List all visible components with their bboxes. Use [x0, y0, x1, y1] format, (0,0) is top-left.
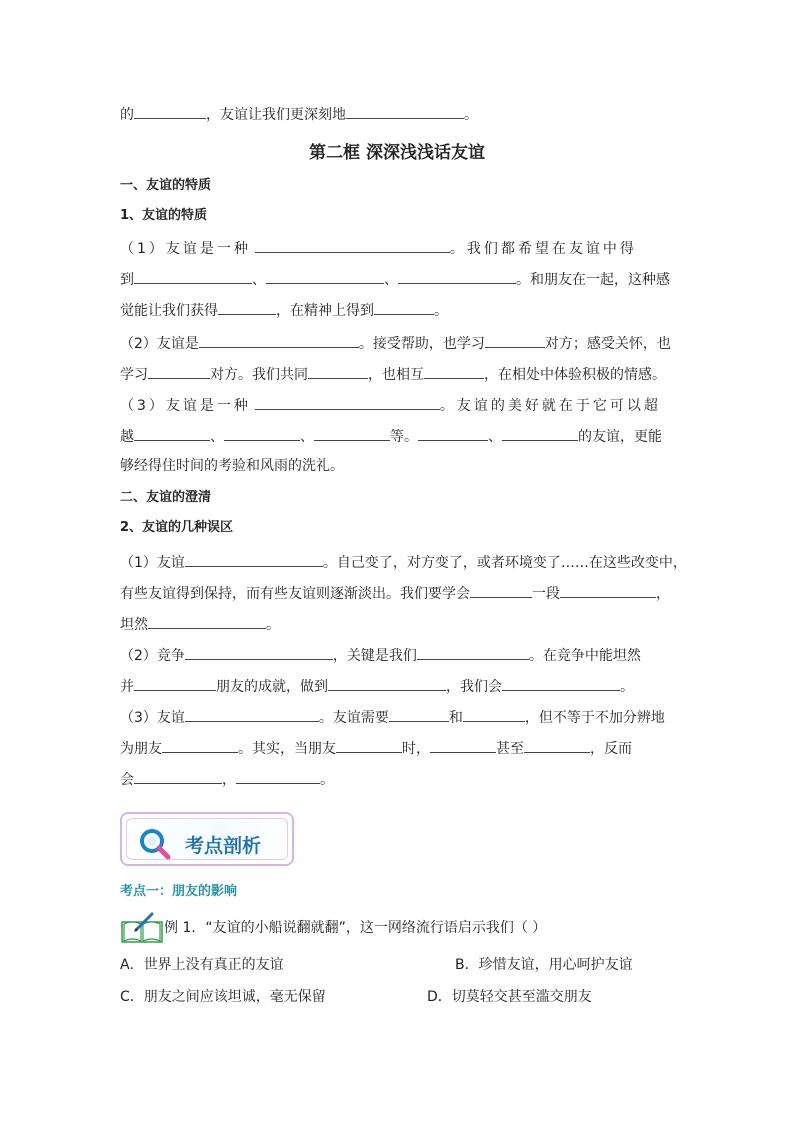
text: 对方。我们共同: [210, 367, 308, 383]
blank[interactable]: [134, 103, 206, 119]
text: ，在相处中体验积极的情感。: [484, 367, 666, 383]
text: （3）友谊是一种: [120, 398, 251, 414]
text: 对方；感受关怀，也: [544, 336, 671, 352]
text: （1）友谊是一种: [120, 241, 251, 257]
blank[interactable]: [199, 332, 359, 348]
subsection-heading: 1、友谊的特质: [120, 208, 208, 223]
q2-line1: [120, 644, 675, 666]
text: 。: [266, 617, 280, 633]
q3-line3: [120, 768, 675, 790]
p3-line1: [120, 394, 675, 416]
text: 为朋友: [120, 741, 162, 757]
blank[interactable]: [148, 363, 210, 379]
blank[interactable]: [255, 394, 440, 410]
blank[interactable]: [560, 582, 656, 598]
text: 越: [120, 429, 134, 445]
text: ，在精神上得到: [276, 303, 374, 319]
blank[interactable]: [417, 644, 529, 660]
q1-line1: [120, 551, 687, 573]
text: 。友谊需要: [318, 710, 389, 726]
option-c[interactable]: C．朋友之间应该坦诚，毫无保留: [120, 989, 326, 1005]
q2-line2: [120, 675, 675, 697]
text: 并: [120, 679, 134, 695]
page-title: 第二框 深深浅浅话友谊: [309, 143, 485, 163]
blank[interactable]: [162, 737, 238, 753]
blank[interactable]: [336, 737, 402, 753]
text: 朋友的成就，做到: [216, 679, 328, 695]
text: 觉能让我们获得: [120, 303, 218, 319]
text: 。接受帮助，也学习: [358, 336, 485, 352]
text: 。其实，当朋友: [238, 741, 336, 757]
blank[interactable]: [374, 299, 434, 315]
blank[interactable]: [328, 675, 446, 691]
text: 。和朋友在一起，这种感: [516, 272, 670, 288]
text: 、: [488, 429, 502, 445]
option-b[interactable]: B．珍惜友谊，用心呵护友谊: [455, 957, 633, 973]
example-stem: 例 1．“友谊的小船说翻就翻”，这一网络流行语启示我们（ ）: [164, 920, 547, 936]
q3-line1: [120, 706, 675, 728]
blank[interactable]: [314, 425, 390, 441]
text: ，也相互: [368, 367, 424, 383]
text: 、: [300, 429, 314, 445]
text: 到: [120, 272, 134, 288]
text: （3）友谊: [120, 710, 185, 726]
q1-line3: [120, 613, 675, 635]
text: 。自己变了，对方变了，或者环境变了……在这些改变中，: [322, 555, 687, 571]
p1-line3: [120, 299, 675, 321]
blank[interactable]: [470, 582, 532, 598]
blank[interactable]: [185, 644, 333, 660]
book-pen-icon: [120, 912, 164, 948]
blank[interactable]: [134, 268, 252, 284]
text: 的友谊，更能: [578, 429, 662, 445]
text: 学习: [120, 367, 148, 383]
banner-frame: [126, 818, 288, 860]
p2-line2: [120, 363, 675, 385]
text: 。: [320, 772, 334, 788]
kaodian-heading: 考点一：朋友的影响: [120, 884, 238, 899]
text: 等。: [390, 429, 418, 445]
text: ，反而: [590, 741, 632, 757]
text: 、: [384, 272, 398, 288]
blank[interactable]: [463, 706, 525, 722]
blank[interactable]: [134, 425, 210, 441]
text: 。友谊的美好就在于它可以超: [439, 398, 661, 414]
text: （2）竞争: [120, 648, 185, 664]
blank[interactable]: [502, 675, 620, 691]
blank[interactable]: [524, 737, 590, 753]
blank[interactable]: [346, 103, 464, 119]
text: ，关键是我们: [332, 648, 417, 664]
blank[interactable]: [389, 706, 449, 722]
text: （1）友谊: [120, 555, 185, 571]
blank[interactable]: [266, 268, 384, 284]
blank[interactable]: [148, 613, 266, 629]
text: 。: [620, 679, 634, 695]
top-line: [120, 103, 675, 125]
text: ，但不等于不加分辨地: [524, 710, 665, 726]
option-d[interactable]: D．切莫轻交甚至滥交朋友: [427, 989, 592, 1005]
text: ，我们会: [446, 679, 502, 695]
text: 的: [120, 107, 134, 123]
text: 。: [464, 107, 478, 123]
blank[interactable]: [255, 237, 450, 253]
text: 、: [252, 272, 266, 288]
blank[interactable]: [430, 737, 496, 753]
banner-label: 考点剖析: [185, 835, 262, 857]
text: 有些友谊得到保持，而有些友谊则逐渐淡出。我们要学会: [120, 586, 470, 602]
blank[interactable]: [185, 706, 319, 722]
text: 。: [434, 303, 448, 319]
blank[interactable]: [236, 768, 320, 784]
blank[interactable]: [218, 299, 276, 315]
blank[interactable]: [398, 268, 516, 284]
blank[interactable]: [224, 425, 300, 441]
blank[interactable]: [134, 768, 222, 784]
section-heading: 二、友谊的澄清: [120, 490, 212, 505]
blank[interactable]: [134, 675, 216, 691]
text: 和: [448, 710, 463, 726]
text: ，友谊让我们更深刻地: [206, 107, 346, 123]
p1-line2: [120, 268, 675, 290]
kaodian-banner: [120, 812, 294, 866]
text: ，: [656, 586, 670, 602]
blank[interactable]: [485, 332, 545, 348]
q1-line2: [120, 582, 675, 604]
p1-line1: [120, 237, 675, 259]
blank[interactable]: [308, 363, 368, 379]
blank[interactable]: [185, 551, 323, 567]
section-heading: 一、友谊的特质: [120, 178, 212, 193]
text: 时，: [402, 741, 430, 757]
text: ，: [222, 772, 236, 788]
subsection-heading: 2、友谊的几种误区: [120, 520, 234, 535]
p3-line3: 够经得住时间的考验和风雨的洗礼。: [120, 458, 344, 474]
option-a[interactable]: A．世界上没有真正的友谊: [120, 957, 284, 973]
text: 、: [210, 429, 224, 445]
blank[interactable]: [502, 425, 578, 441]
text: 甚至: [496, 741, 524, 757]
text: 。我们都希望在友谊中得: [449, 241, 637, 257]
text: 会: [120, 772, 134, 788]
blank[interactable]: [424, 363, 484, 379]
p3-line2: [120, 425, 675, 447]
blank[interactable]: [418, 425, 488, 441]
text: 坦然: [120, 617, 148, 633]
text: 。在竞争中能坦然: [528, 648, 641, 664]
p2-line1: [120, 332, 675, 354]
text: （2）友谊是: [120, 336, 199, 352]
text: 一段: [532, 586, 560, 602]
q3-line2: [120, 737, 675, 759]
magnifier-icon: [137, 827, 173, 861]
